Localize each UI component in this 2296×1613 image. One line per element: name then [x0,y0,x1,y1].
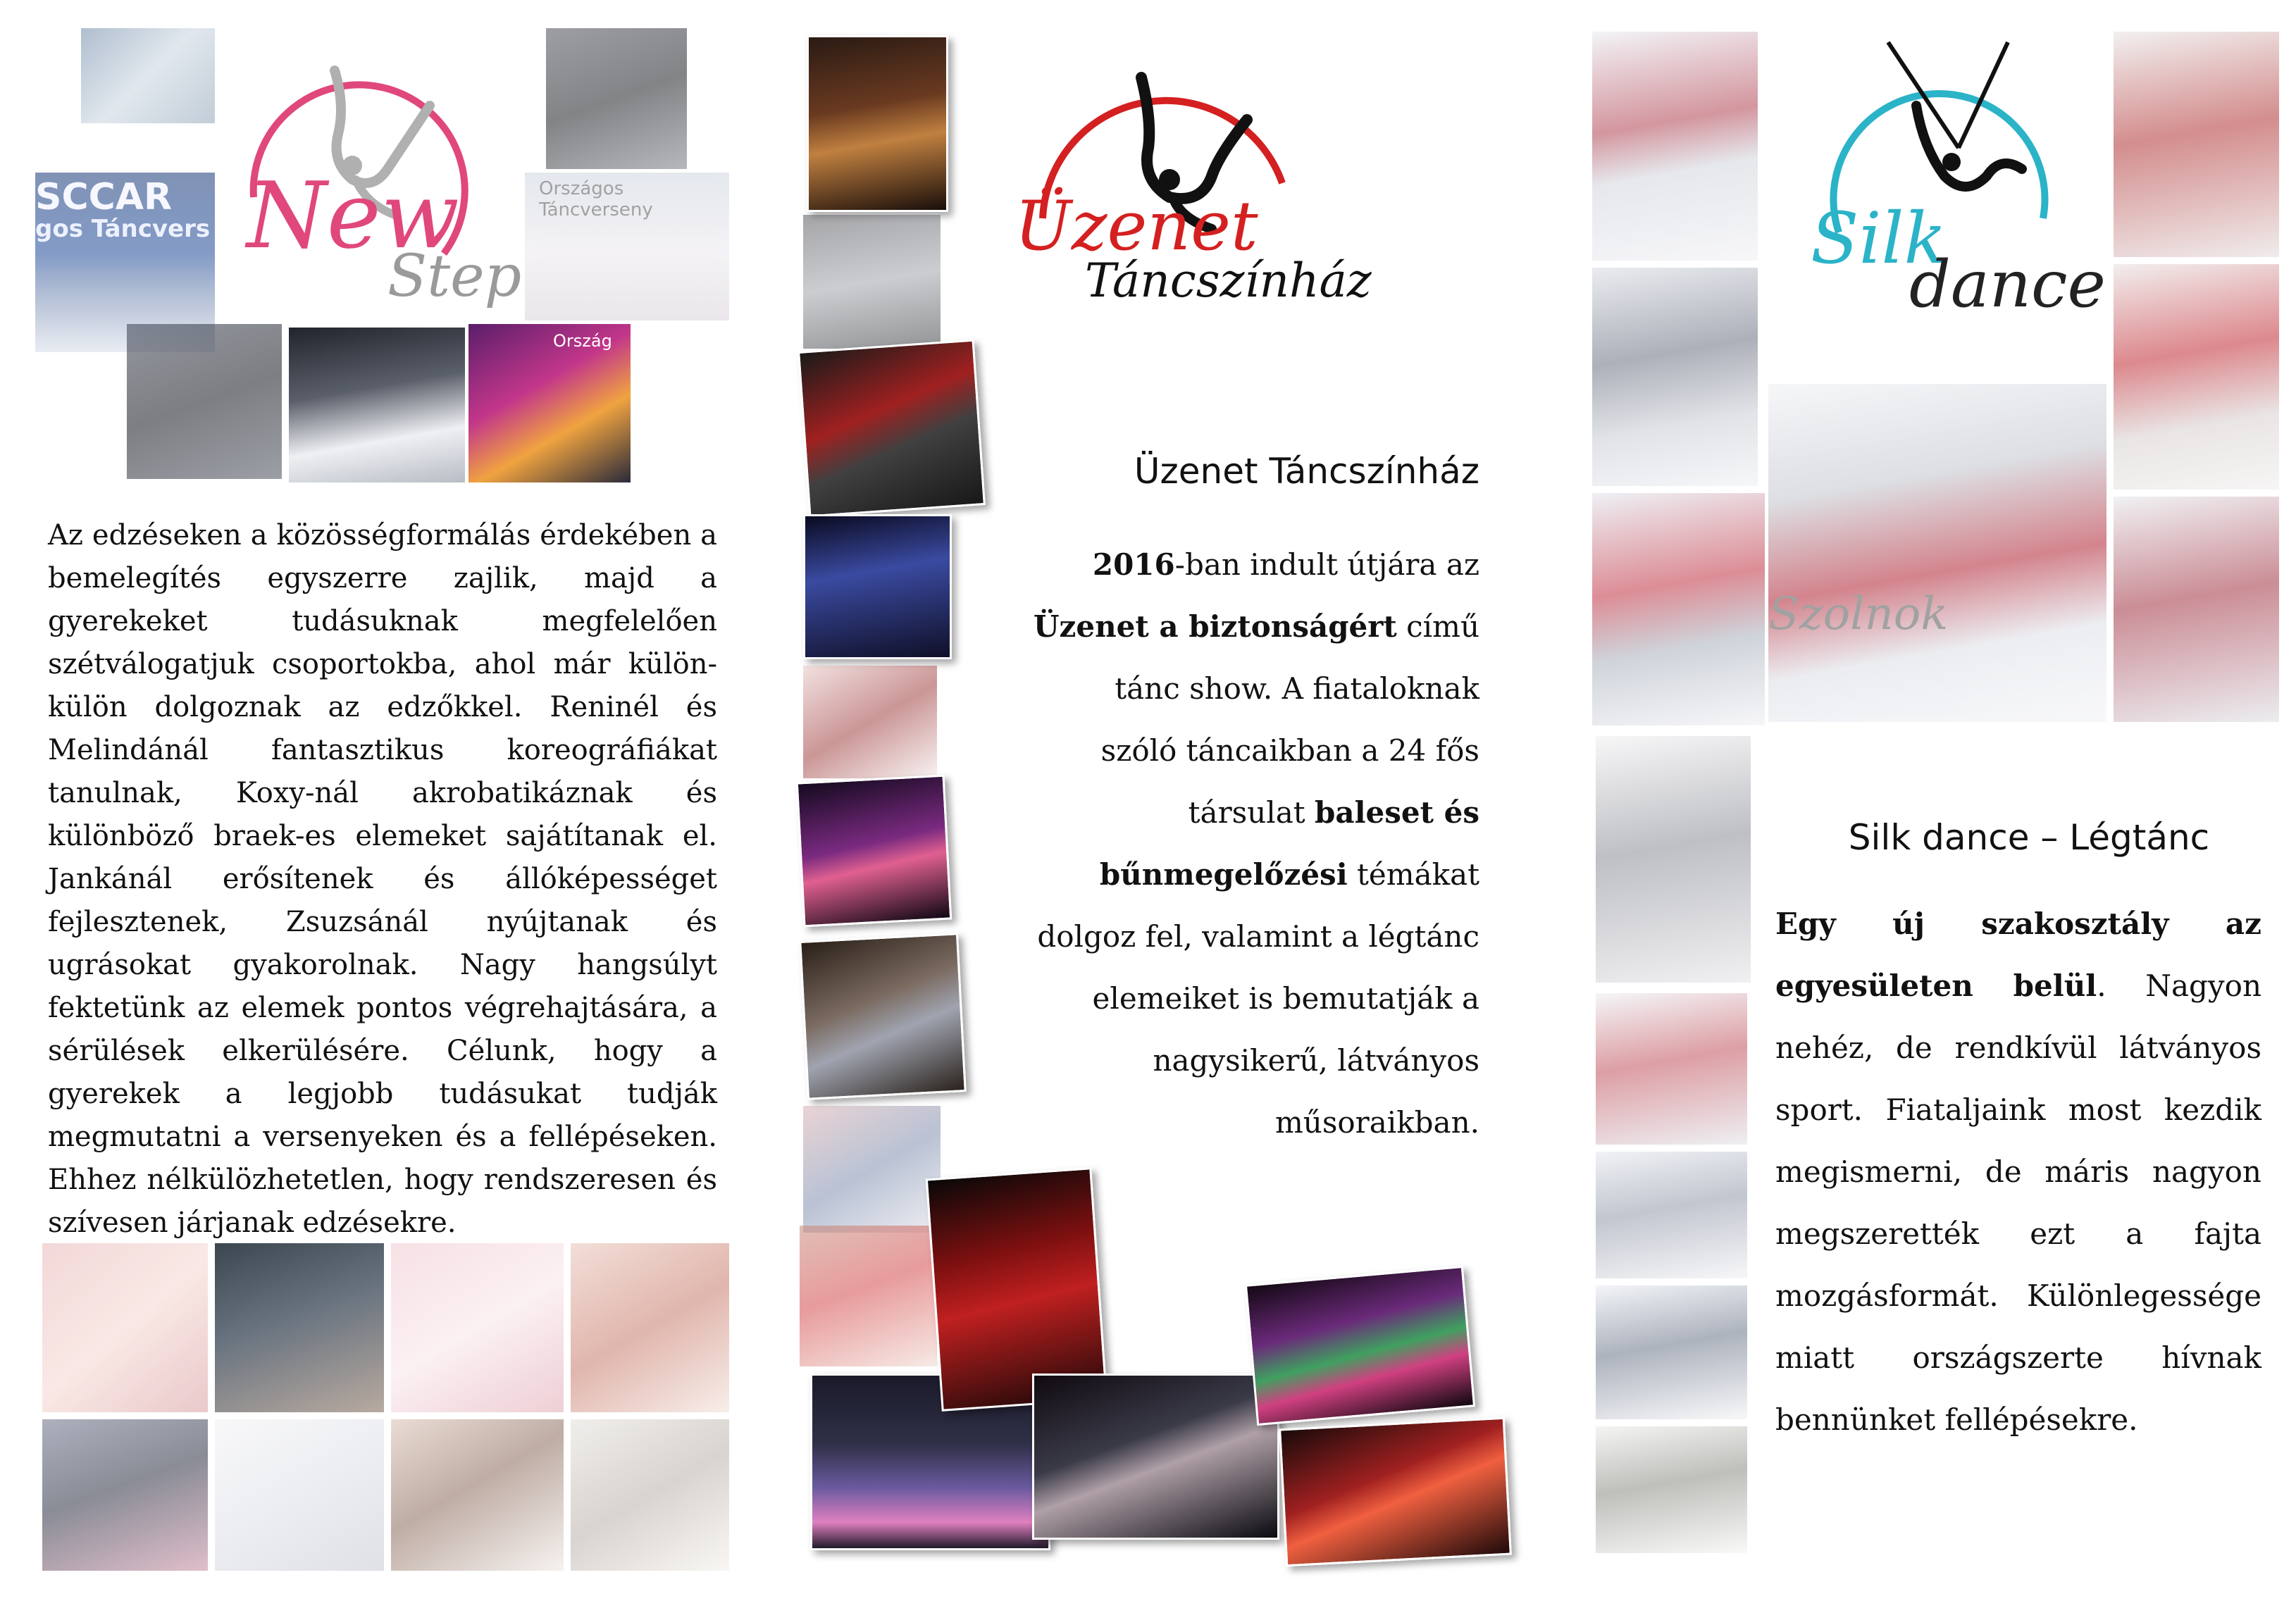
photo-stage-aerial-blue [803,514,952,659]
silk-body-text: . Nagyon nehéz, de rendkívül látványos sport. Fiataljaink most kezdik megismerni, de máris nagyon megszerették ezt a fajta mozgásformát. Különlegessége miatt országszerte hívnak bennünket fellépésekre. [1775,969,2261,1437]
photo-silk-red-2 [2114,264,2279,490]
photo-red-stage-light [1279,1417,1512,1567]
photo-silk-stage [803,1106,941,1233]
silk-body-bold: Egy új szakosztály az egyesületen belül [1775,907,2261,1003]
logo-word-tancszinhaz: Táncszínház [1085,254,1372,308]
photo-stage-black-costumes [1032,1374,1279,1540]
photo-stage-red-costume [798,340,986,518]
banner-text: Ország [553,331,612,351]
silk-heading: Silk dance – Légtánc [1848,817,2210,858]
photo-gymnast-banner [81,28,215,123]
banner-text: Szolnok [1768,588,1949,640]
uzenet-line: nagysikerű, látványos [1153,1043,1479,1078]
photo-teddy-bear [799,933,967,1100]
photo-silk-gym-3 [1592,493,1765,725]
photo-silk-red-1 [2114,32,2279,257]
uzenet-line: Üzenet a biztonságért című [1033,609,1479,644]
uzenet-heading: Üzenet Táncszínház [1134,451,1479,492]
photo-floor-routine [127,324,282,479]
new-step-logo [211,21,528,331]
uzenet-line: dolgoz fel, valamint a légtánc [1037,919,1479,954]
photo-stage-dancers [803,666,937,778]
photo-stretch-3 [391,1243,564,1412]
photo-stretch-1 [42,1243,208,1412]
photo-stretch-2 [215,1243,384,1412]
photo-colorful-costumes [468,324,631,482]
photo-stretch-8 [571,1419,729,1571]
uzenet-line: szóló táncaikban a 24 fős [1100,733,1479,768]
photo-aerial-hoop-2 [803,215,941,349]
photo-colorful-silks [1245,1266,1475,1426]
uzenet-line: 2016-ban indult útjára az [1092,547,1479,582]
logo-word-uzenet: Üzenet [1014,187,1258,266]
photo-dancers-floor [546,28,687,169]
banner-text: Országos Táncverseny [539,178,653,220]
banner-text: gos Táncvers [35,215,211,243]
uzenet-line: műsoraikban. [1274,1105,1479,1140]
logo-word-dance: dance [1909,247,2106,322]
photo-stage-group [800,1226,937,1366]
photo-silk-gym-2 [1592,268,1758,486]
uzenet-line: elemeiket is bemutatják a [1092,981,1479,1016]
photo-hoop-1 [1596,736,1751,983]
banner-text: SCCAR [35,176,173,218]
photo-stretch-4 [571,1243,729,1412]
photo-silk-szolnok [1768,384,2106,722]
photo-silk-gym-1 [1592,32,1758,261]
uzenet-body [986,534,1479,1154]
logo-word-step: Step [387,243,522,310]
photo-silk-red-3 [2114,497,2279,722]
uzenet-line: társulat baleset és [1188,795,1479,830]
logo-word-silk: Silk [1811,197,1947,280]
photo-competition-group [525,173,729,320]
uzenet-line: bűnmegelőzési témákat [1099,857,1479,892]
uzenet-line: tánc show. A fiataloknak [1115,671,1479,706]
photo-hoop-3 [1596,1152,1747,1278]
photo-aerial-hoop-1 [807,35,948,212]
photo-stretch-5 [42,1419,208,1571]
photo-hoop-4 [1596,1285,1747,1419]
left-body-text: Az edzéseken a közösségformálás érdekében a bemelegítés egyszerre zajlik, majd a gyerekeket tudásuknak megfelelően szétválogatjuk csoportokba, ahol már külön-külön dolgoznak az edzőkkel. Reninél és Melindánál fantasztikus koreográfiákat tanulnak, Koxy-nál akrobatikáznak és különböző braek-es elemeket sajátítanak el. Jankánál erősítenek és állóképességet fejlesztenek, Zsuzsánál nyújtanak és ugrásokat gyakorolnak. Nagy hangsúlyt fektetünk az elemek pontos végrehajtására, a sérülések elkerülésére. Célunk, hogy a gyerekek a legjobb tudásukat tudják megmutatni a versenyeken és a fellépéseken. Ehhez nélkülözhetetlen, hogy rendszeresen és szívesen járjanak edzésekre. [48,519,717,1239]
photo-stage-aerial-purple [796,775,952,928]
photo-hoop-2 [1596,993,1747,1145]
logo-word-new: New [247,162,459,269]
photo-stretch-7 [391,1419,564,1571]
uzenet-logo [1000,28,1372,324]
photo-hoop-5 [1596,1426,1747,1553]
photo-white-costumes [289,328,465,482]
silk-body [1775,893,2261,1451]
photo-stretch-6 [215,1419,384,1571]
silk-dance-logo [1789,28,2106,324]
